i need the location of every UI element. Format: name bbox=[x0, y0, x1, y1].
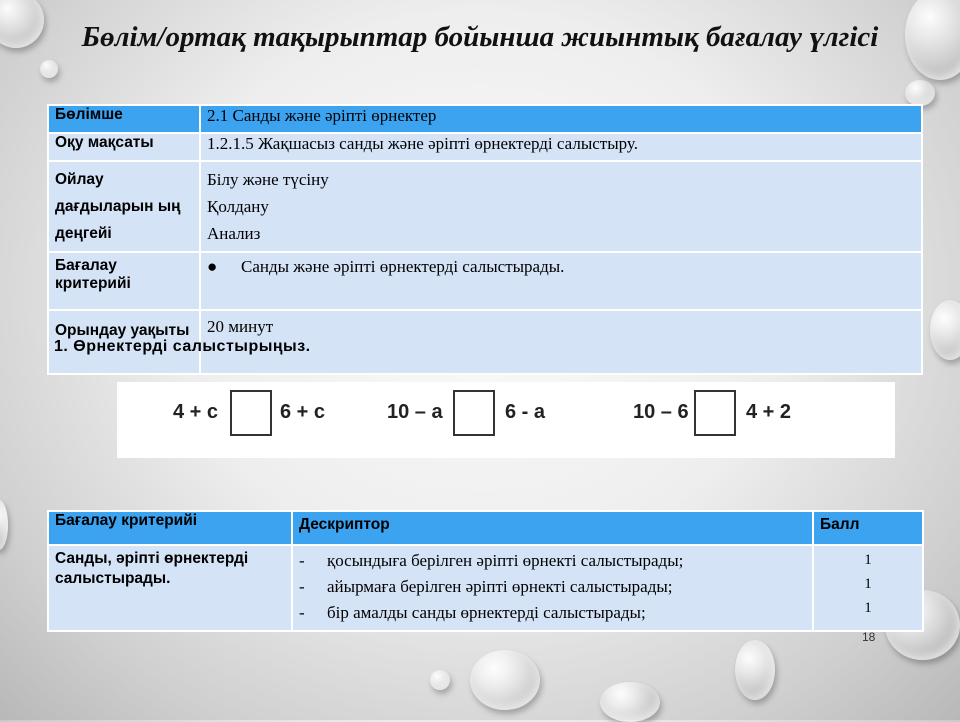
thinking-level-item: Қолдану bbox=[207, 197, 269, 216]
info-label-objective: Оқу мақсаты bbox=[48, 133, 200, 161]
slide-title: Бөлім/ортақ тақырыптар бойынша жиынтық бағалау үлгісі bbox=[81, 21, 879, 53]
info-label-section: Бөлімше bbox=[48, 105, 200, 133]
expression-left: 4 + c bbox=[173, 401, 219, 423]
water-drop-decoration bbox=[40, 60, 58, 78]
water-drop-decoration bbox=[0, 500, 8, 550]
comparison-exercise bbox=[117, 382, 895, 458]
info-value-section: 2.1 Санды және әріпті өрнектер bbox=[200, 105, 922, 133]
expression-right: 4 + 2 bbox=[746, 401, 792, 423]
info-table bbox=[47, 104, 923, 375]
header-descriptor: Дескриптор bbox=[292, 511, 813, 545]
bullet-icon: ● bbox=[207, 257, 218, 276]
score-value: 1 bbox=[864, 552, 872, 568]
water-drop-decoration bbox=[0, 0, 44, 48]
thinking-level-item: Анализ bbox=[207, 224, 261, 243]
info-value-duration: 20 минут bbox=[200, 310, 922, 374]
water-drop-decoration bbox=[430, 670, 450, 690]
info-label-duration: Орындау уақыты bbox=[48, 310, 200, 374]
criteria-cell: Санды, әріпті өрнектерді салыстырады. bbox=[48, 545, 292, 631]
page-number: 18 bbox=[862, 630, 876, 644]
info-value-criteria bbox=[200, 252, 922, 310]
water-drop-decoration bbox=[905, 80, 935, 106]
water-drop-decoration bbox=[470, 650, 540, 710]
thinking-level-item: Білу және түсіну bbox=[207, 170, 329, 189]
water-drop-decoration bbox=[930, 300, 960, 360]
info-label-thinking-level: Ойлау дағдыларын ың деңгейі bbox=[48, 161, 200, 252]
score-value: 1 bbox=[864, 576, 872, 592]
info-value-thinking-level bbox=[200, 161, 922, 252]
water-drop-decoration bbox=[600, 682, 660, 722]
expression-right: 6 - a bbox=[505, 401, 546, 423]
comparison-box[interactable] bbox=[453, 390, 495, 436]
info-value-objective: 1.2.1.5 Жақшасыз санды және әріпті өрнектерді салыстыру. bbox=[200, 133, 922, 161]
header-score: Балл bbox=[813, 511, 923, 545]
score-value: 1 bbox=[864, 600, 872, 616]
criteria-text: Санды және әріпті өрнектерді салыстырады. bbox=[241, 257, 565, 276]
descriptor-item: - бір амалды санды өрнектерді салыстырады; bbox=[299, 603, 646, 622]
water-drop-decoration bbox=[905, 0, 960, 80]
descriptor-item: - айырмаға берілген әріпті өрнекті салыстырады; bbox=[299, 577, 673, 596]
water-drop-decoration bbox=[735, 640, 775, 700]
expression-right: 6 + c bbox=[280, 401, 326, 423]
assessment-table bbox=[47, 510, 924, 632]
expression-left: 10 – a bbox=[387, 401, 443, 423]
expression-left: 10 – 6 bbox=[633, 401, 689, 423]
comparison-box[interactable] bbox=[230, 390, 272, 436]
descriptor-cell bbox=[292, 545, 813, 631]
comparison-box[interactable] bbox=[694, 390, 736, 436]
score-cell bbox=[813, 545, 923, 631]
task-instruction: 1. Өрнектерді салыстырыңыз. bbox=[54, 338, 311, 355]
descriptor-item: - қосындыға берілген әріпті өрнекті салыстырады; bbox=[299, 551, 684, 570]
header-criteria: Бағалау критерийі bbox=[48, 511, 292, 545]
info-label-criteria: Бағалау критерийі bbox=[48, 252, 200, 310]
